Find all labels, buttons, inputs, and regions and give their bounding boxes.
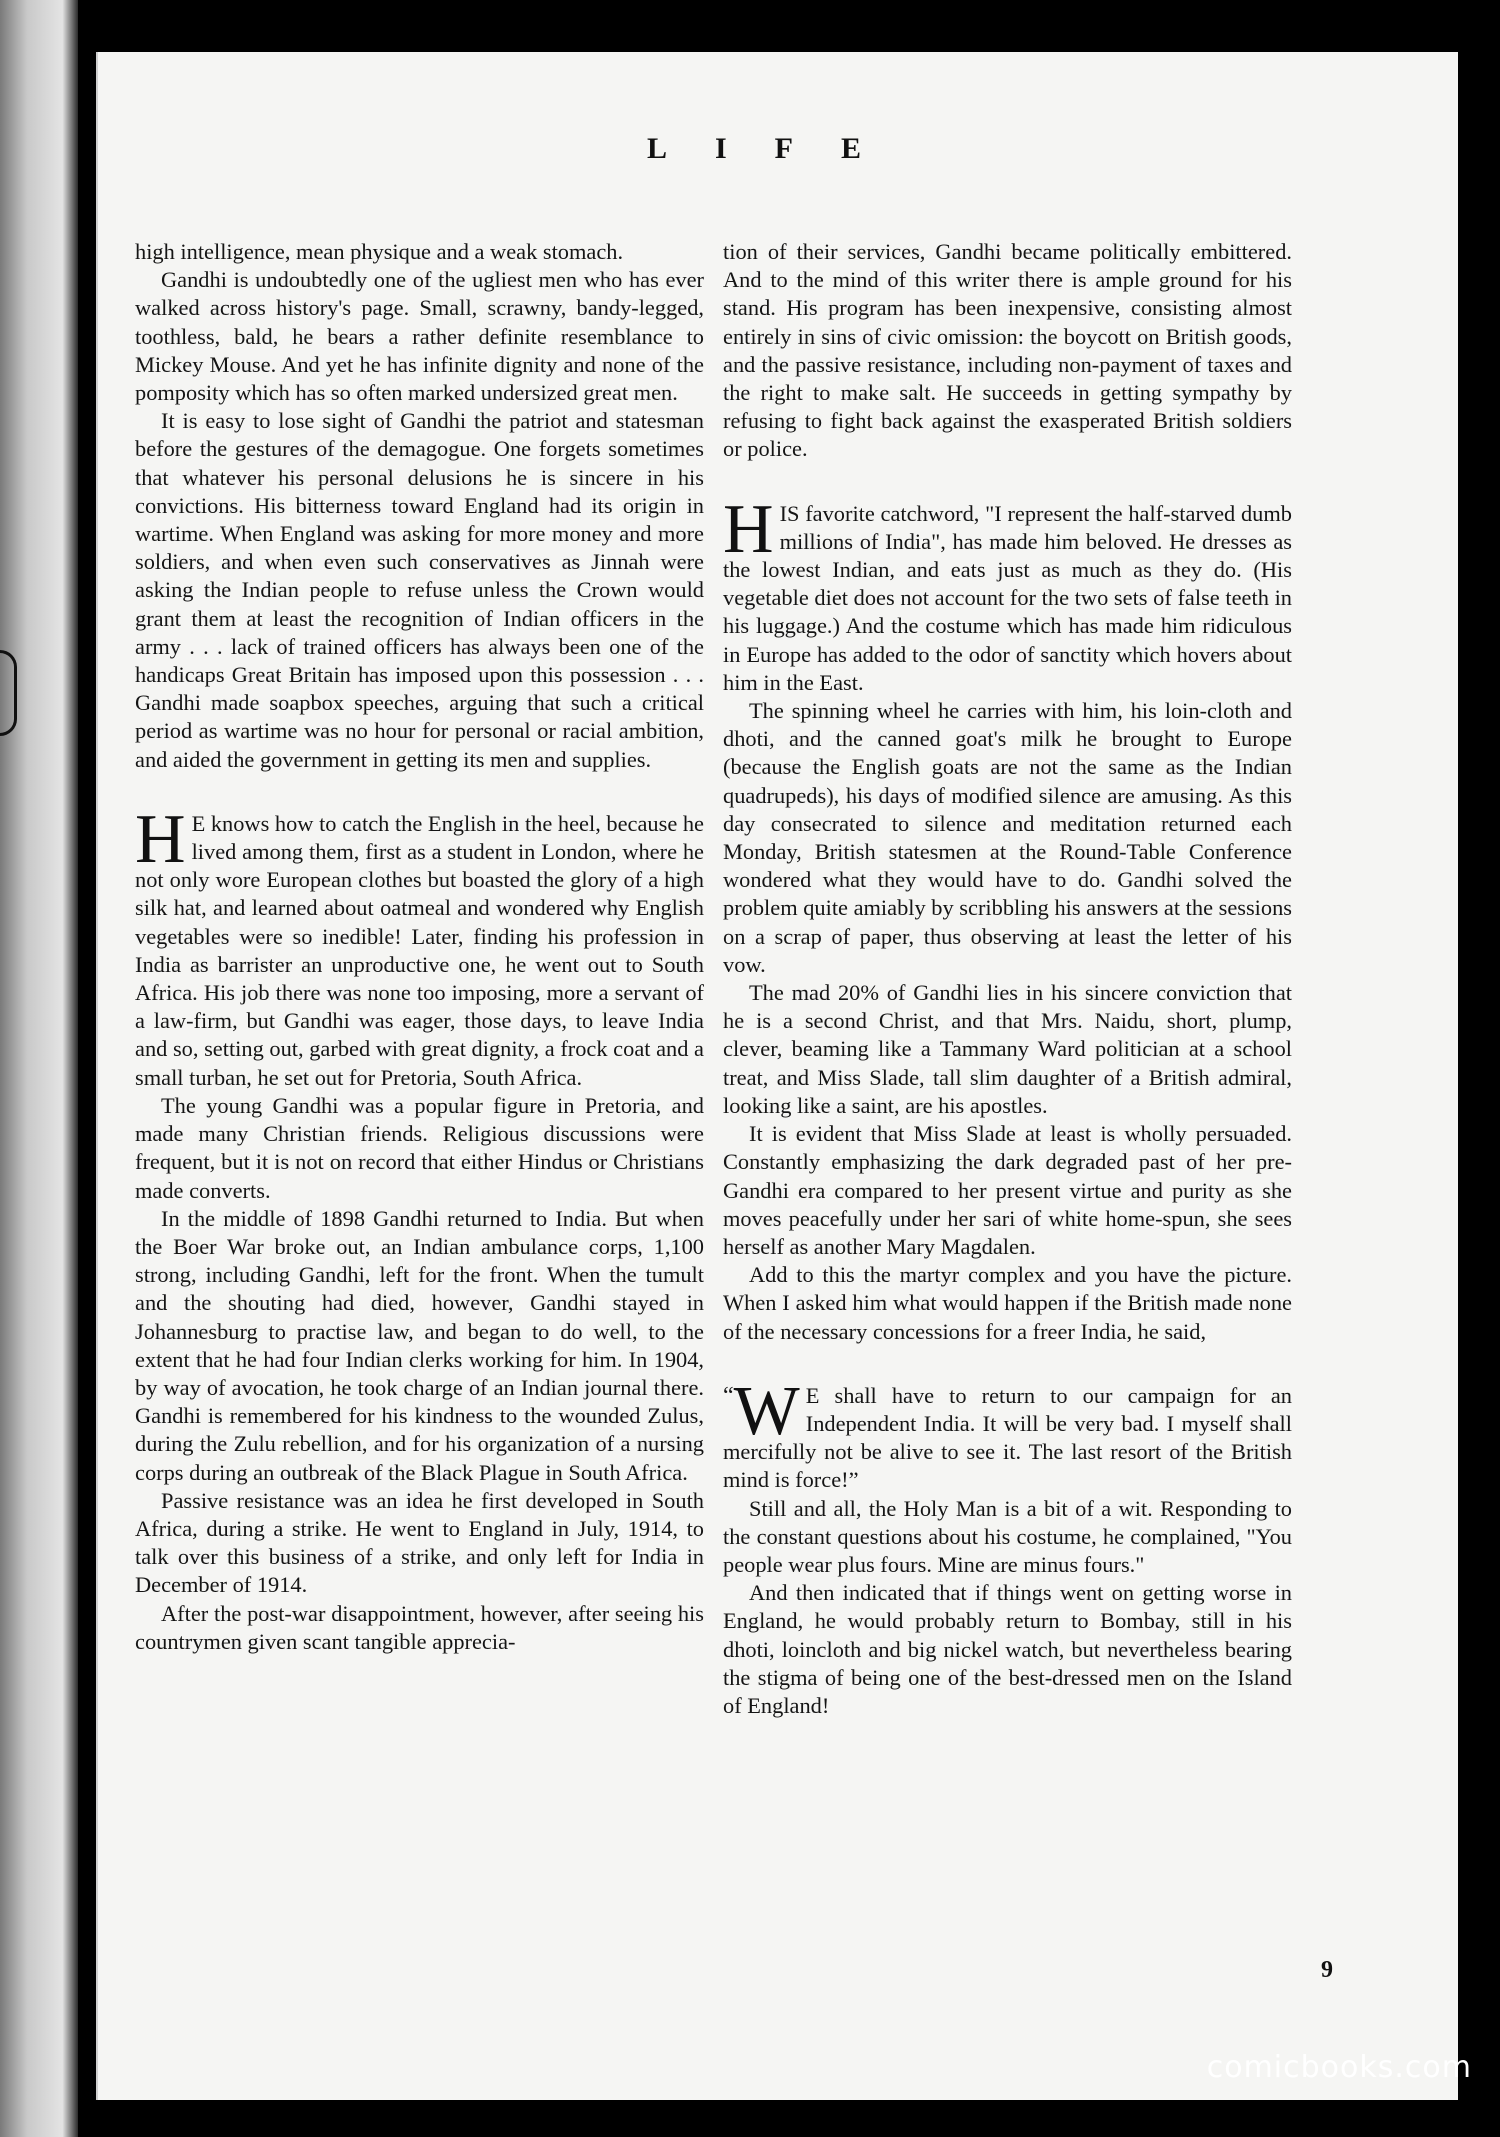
- paragraph: Add to this the martyr complex and you have the picture. When I asked him what would happen if the British made none of the necessary concessions for a freer India, he said,: [723, 1262, 1292, 1344]
- drop-cap: H: [723, 490, 774, 568]
- paragraph-text: IS favorite catchword, "I represent the half-starved dumb millions of India", has made him beloved. He dresses as the lowest Indian, and eats just as much as they do. (His vegetable diet does not account for the two sets of false teeth in his luggage.) And the costume which has made him ridiculous in Europe has added to the odor of sanctity which hovers about him in the East.: [723, 500, 1292, 695]
- paragraph: The mad 20% of Gandhi lies in his sincere conviction that he is a second Christ, and that Mrs. Naidu, short, plump, clever, beaming like a Tammany Ward politician at a school treat, and Miss Slade, tall slim daughter of a British admiral, looking like a saint, are his apostles.: [723, 980, 1292, 1118]
- drop-cap: W: [733, 1372, 800, 1450]
- drop-cap-paragraph: [135, 800, 704, 1092]
- right-column: [723, 238, 1292, 1720]
- paragraph: Passive resistance was an idea he first developed in South Africa, during a strike. He went to England in July, 1914, to talk over this business of a strike, and only left for India in December of 1914.: [135, 1487, 704, 1598]
- section-break: [135, 774, 704, 810]
- page-number: 9: [1321, 1957, 1333, 1983]
- site-watermark: comicbooks.com: [1206, 2050, 1472, 2085]
- magazine-page: [96, 52, 1458, 2100]
- drop-cap-paragraph: [723, 1372, 1292, 1495]
- paragraph: The spinning wheel he carries with him, his loin-cloth and dhoti, and the canned goat's milk he brought to Europe (because the English goats are not the same as the Indian quadrupeds), his days of modified silence are amusing. As this day consecrated to silence and meditation returned each Monday, British statesmen at the Round-Table Conference wondered what they would have to do. Gandhi solved the problem quite amiably by scribbling his answers at the sessions on a scrap of paper, thus observing at least the letter of his vow.: [723, 698, 1293, 977]
- paragraph: In the middle of 1898 Gandhi returned to India. But when the Boer War broke out, an Indian ambulance corps, 1,100 strong, including Gandhi, left for the front. When the tumult and the shouting had died, however, Gandhi stayed in Johannesburg to practise law, and began to do well, to the extent that he had four Indian clerks working for him. In 1904, by way of avocation, he took charge of an Indian journal there. Gandhi is remembered for his kindness to the wounded Zulus, during the Zulu rebellion, and for his organization of a nursing corps during an outbreak of the Black Plague in South Africa.: [135, 1205, 704, 1485]
- paragraph-text: E knows how to catch the English in the heel, because he lived among them, first as a student in London, where he not only wore European clothes but boasted the glory of a high silk hat, and learned about oatmeal and wondered why English vegetables were so inedible! Later, finding his profession in India as barrister an unproductive one, he went out to South Africa. His job there was none too imposing, more a servant of a law-firm, but Gandhi was eager, those days, to leave India and so, setting out, garbed with great dignity, a frock coat and a small turban, he set out for Pretoria, South Africa.: [135, 810, 704, 1090]
- section-break: [723, 464, 1292, 500]
- opening-quote: “: [723, 1382, 734, 1409]
- section-break: [723, 1346, 1292, 1382]
- paragraph: Gandhi is undoubtedly one of the ugliest men who has ever walked across history's page. Small, scrawny, bandy-legged, toothless, bald, he bears a rather definite resemblance to Mickey Mouse. And yet he has infinite dignity and none of the pomposity which has so often marked undersized great men.: [135, 267, 704, 406]
- previous-page-edge: [0, 0, 78, 2137]
- paragraph: It is evident that Miss Slade at least is wholly persuaded. Constantly emphasizing the dark degraded past of her pre-Gandhi era compared to her present virtue and purity as she moves peacefully under her sari of white home-spun, she sees herself as another Mary Magdalen.: [723, 1121, 1292, 1259]
- masthead: LIFE: [646, 132, 910, 165]
- paragraph: tion of their services, Gandhi became politically embittered. And to the mind of this writer there is ample ground for his stand. His program has been inexpensive, consisting almost entirely in sins of civic omission: the boycott on British goods, and the passive resistance, including non-payment of taxes and the right to make salt. He succeeds in getting sympathy by refusing to fight back against the exasperated British soldiers or police.: [723, 239, 1292, 462]
- paragraph: The young Gandhi was a popular figure in Pretoria, and made many Christian friends. Religious discussions were frequent, but it is not on record that either Hindus or Christians made converts.: [135, 1092, 704, 1203]
- paragraph: It is easy to lose sight of Gandhi the patriot and statesman before the gestures of the demagogue. One forgets sometimes that whatever his personal delusions he is sincere in his convictions. His bitterness toward England had its origin in wartime. When England was asking for more money and more soldiers, and when even such conservatives as Jinnah were asking the Indian people to refuse unless the Crown would grant them at least the recognition of Indian officers in the army . . . lack of trained officers has always been one of the handicaps Great Britain has imposed upon this possession . . . Gandhi made soapbox speeches, arguing that such a critical period as wartime was no hour for personal or racial ambition, and aided the government in getting its men and supplies.: [135, 408, 704, 772]
- paragraph: After the post-war disappointment, however, after seeing his countrymen given scant tangible apprecia-: [135, 1600, 704, 1654]
- left-column: [135, 238, 704, 1656]
- previous-page-mark: [0, 650, 17, 736]
- drop-cap: H: [135, 800, 186, 878]
- paragraph: And then indicated that if things went on getting worse in England, he would probably return to Bombay, still in his dhoti, loincloth and big nickel watch, but nevertheless bearing the stigma of being one of the best-dressed men on the Island of England!: [723, 1580, 1292, 1718]
- paragraph: Still and all, the Holy Man is a bit of a wit. Responding to the constant questions about his costume, he complained, "You people wear plus fours. Mine are minus fours.": [723, 1495, 1292, 1577]
- paragraph-text: E shall have to return to our campaign for an Independent India. It will be very bad. I myself shall mercifully not be alive to see it. The last resort of the British mind is force!”: [723, 1382, 1292, 1493]
- paragraph: high intelligence, mean physique and a weak stomach.: [135, 239, 624, 264]
- drop-cap-paragraph: [723, 490, 1292, 697]
